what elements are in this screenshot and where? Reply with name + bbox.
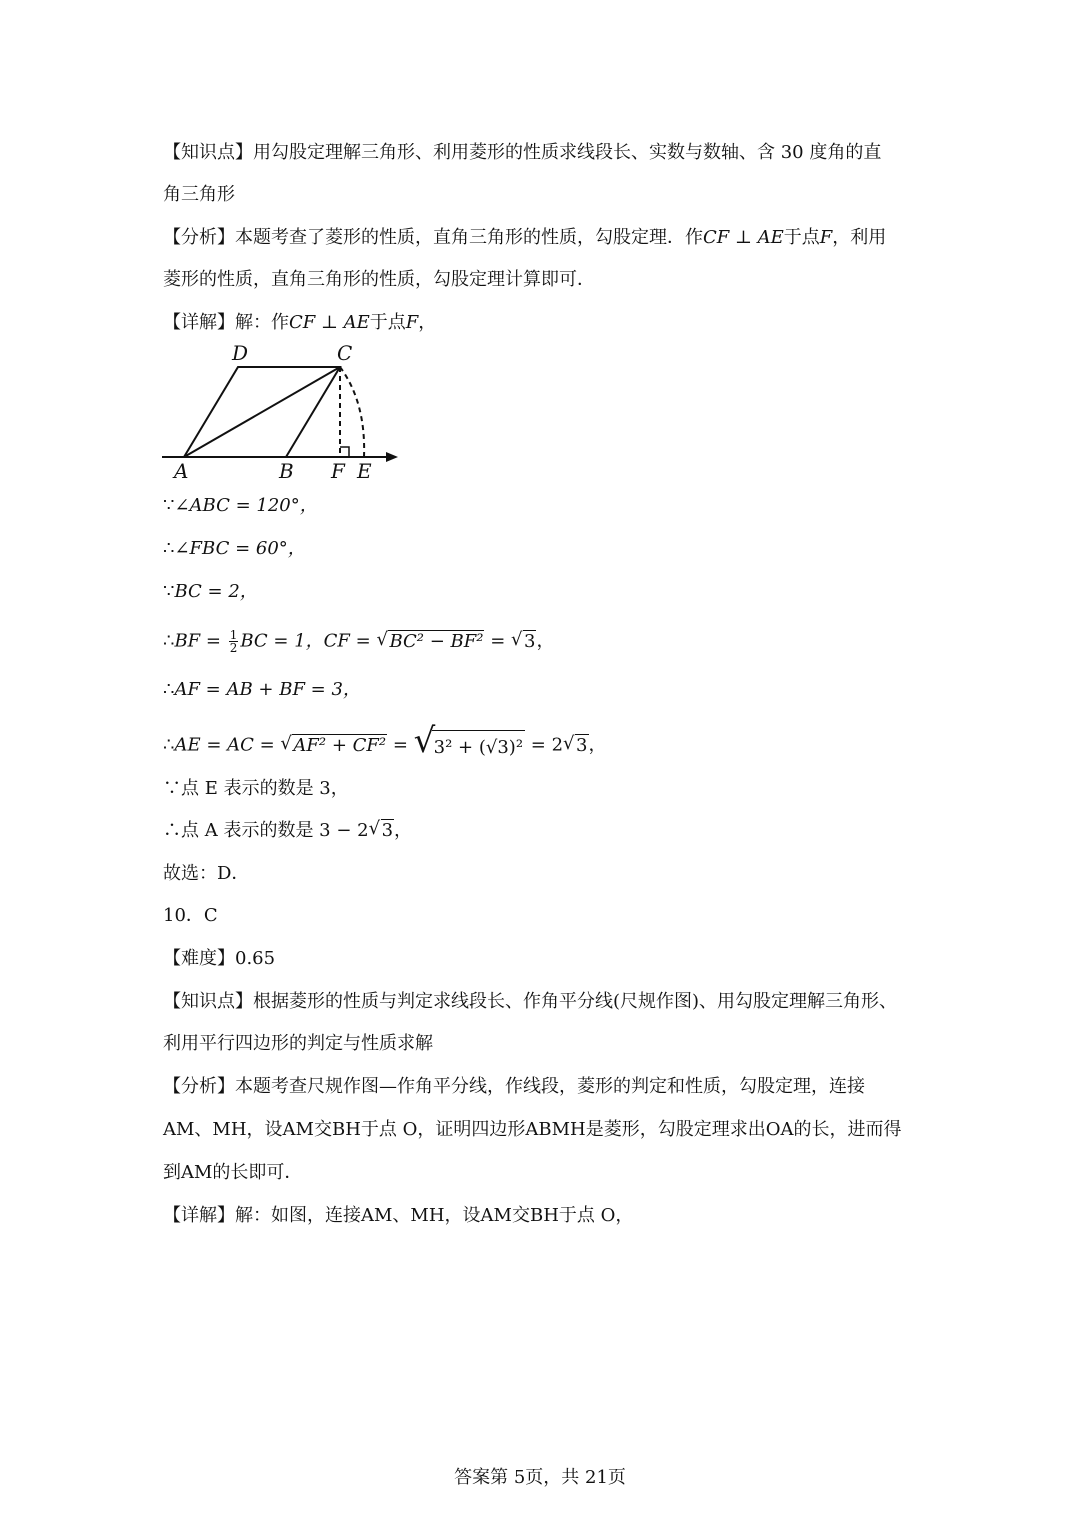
analysis-text-b: 于点 (783, 227, 820, 248)
step-3-text: BC = 2， (174, 581, 258, 602)
sqrt-3 (369, 819, 394, 843)
radicand: AF² + CF² (293, 734, 387, 756)
step-1-text: ∠ABC = 120°， (174, 495, 318, 516)
q9-detail-line (163, 311, 436, 335)
q10-analysis-line3: 到AM的长即可． (163, 1162, 303, 1183)
q9-analysis-line2: 菱形的性质，直角三角形的性质，勾股定理计算即可． (163, 269, 595, 290)
step-4 (163, 629, 554, 654)
sqrt-3 (511, 630, 536, 654)
equals: = (387, 734, 414, 756)
q10-analysis-line2: AM、MH，设AM交BH于点 O，证明四边形ABMH是菱形，勾股定理求出OA的长，进而得 (163, 1119, 902, 1140)
rhombus-figure (160, 340, 420, 480)
step-1 (163, 494, 318, 518)
fraction-numerator: 1 (229, 628, 238, 642)
sqrt-big (414, 730, 525, 761)
radicand: 3² + (√3)² (432, 730, 525, 761)
radicand: 3 (576, 734, 588, 756)
step-2-text: ∠FBC = 60°， (174, 538, 306, 559)
label-a: A (174, 459, 189, 480)
sqrt-3 (563, 734, 588, 758)
sqrt-af-cf (280, 734, 387, 758)
step-5-text: AF = AB + BF = 3， (174, 679, 361, 700)
q10-knowledge-line1: 【知识点】根据菱形的性质与判定求线段长、作角平分线(尺规作图)、用勾股定理解三角形、 (163, 991, 898, 1012)
radicand: BC² − BF² (389, 630, 484, 652)
q10-detail-line1: 【详解】解：如图，连接AM、MH，设AM交BH于点 O， (163, 1205, 634, 1226)
equals: = (484, 630, 511, 652)
page-footer: 答案第 5页，共 21页 (454, 1467, 626, 1488)
step-6-text-a: AE = AC = (174, 734, 281, 756)
math-perp: CF ⊥ AE (289, 312, 370, 333)
knowledge-label: 【知识点】 (163, 142, 253, 163)
step-8-text-a: 点 A 表示的数是 3 − 2 (181, 820, 369, 841)
detail-text-c: ， (418, 312, 437, 333)
comma: ， (536, 630, 555, 652)
step-7 (163, 777, 349, 801)
therefore-symbol: ∴ (163, 734, 175, 756)
radicand: 3 (524, 630, 536, 652)
analysis-text-c: ，利用 (832, 227, 887, 248)
step-4-text-b: BC = 1，CF = (240, 630, 377, 652)
q10-analysis-line1: 【分析】本题考查尺规作图—作角平分线，作线段，菱形的判定和性质，勾股定理，连接 (163, 1076, 865, 1097)
equals-two: = 2 (525, 734, 564, 756)
math-perp: CF ⊥ AE (703, 227, 784, 248)
comma: ， (394, 820, 413, 841)
because-symbol: ∵ (163, 495, 175, 516)
fraction-half (229, 629, 239, 654)
because-symbol: ∵ (163, 581, 175, 602)
therefore-symbol: ∴ (163, 679, 175, 700)
radicand: 3 (381, 820, 394, 841)
knowledge-text: 用勾股定理解三角形、利用菱形的性质求线段长、实数与数轴、含 30 度角的直 (253, 142, 882, 163)
label-f: F (331, 459, 345, 480)
label-d: D (232, 341, 249, 365)
point-f: F (405, 312, 419, 333)
therefore-symbol: ∴ (163, 820, 181, 841)
step-2 (163, 537, 306, 561)
analysis-label: 【分析】 (163, 227, 235, 248)
q10-difficulty: 【难度】0.65 (163, 948, 276, 969)
detail-text-a: 解：作 (235, 312, 289, 333)
detail-label: 【详解】 (163, 312, 235, 333)
because-symbol: ∵ (163, 778, 181, 799)
q9-analysis-line1 (163, 226, 886, 250)
step-5 (163, 678, 361, 702)
therefore-symbol: ∴ (163, 538, 175, 559)
step-9: 故选：D． (163, 863, 250, 884)
diagonal-ac (184, 367, 340, 457)
right-angle-mark (340, 447, 349, 457)
step-4-text-a: BF = (174, 630, 227, 652)
step-8 (163, 819, 412, 843)
label-b: B (279, 459, 294, 480)
fraction-denominator: 2 (229, 641, 238, 655)
detail-text-b: 于点 (369, 312, 406, 333)
step-3 (163, 580, 258, 604)
q9-knowledge-line2: 角三角形 (163, 184, 235, 205)
q10-knowledge-line2: 利用平行四边形的判定与性质求解 (163, 1033, 433, 1054)
number-line-arrow (386, 452, 398, 462)
label-e: E (357, 459, 372, 480)
step-7-text: 点 E 表示的数是 3， (181, 778, 349, 799)
therefore-symbol: ∴ (163, 630, 175, 652)
analysis-text: 本题考查了菱形的性质，直角三角形的性质，勾股定理．作 (235, 227, 703, 248)
sqrt-bc-bf (376, 630, 484, 654)
comma: ， (588, 734, 607, 756)
q10-number: 10．C (163, 905, 218, 926)
step-6 (163, 730, 607, 761)
q9-knowledge-line1 (163, 141, 881, 165)
point-f: F (819, 227, 833, 248)
dashed-arc-ce (340, 367, 364, 457)
label-c: C (337, 341, 353, 365)
